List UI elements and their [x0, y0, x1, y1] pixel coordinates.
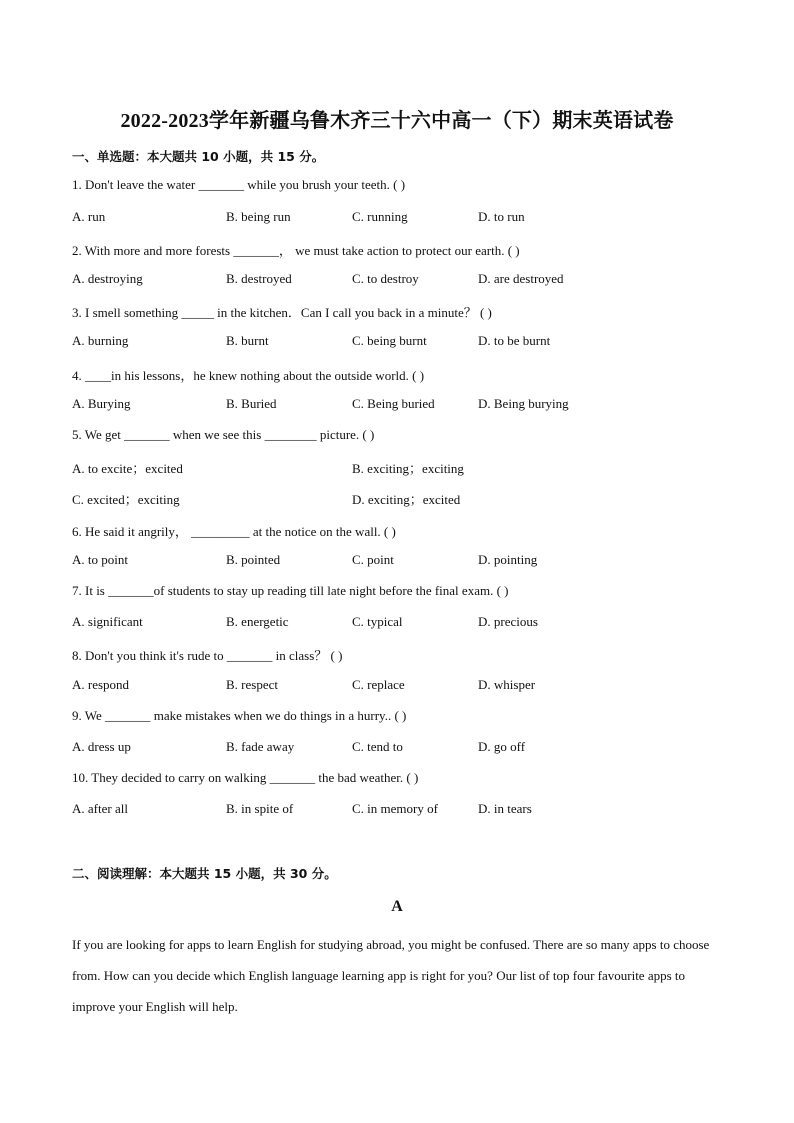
question-4-options [72, 396, 722, 414]
option-b[interactable]: B. respect [226, 677, 278, 692]
question-1-stem: 1. Don't leave the water _______ while you brush your teeth. ( ) [72, 177, 406, 192]
option-b[interactable]: B. energetic [226, 614, 289, 629]
option-a[interactable]: A. to excite；excited [72, 461, 183, 476]
option-c[interactable]: C. being burnt [352, 333, 427, 348]
option-d[interactable]: D. to run [478, 209, 525, 224]
option-c[interactable]: C. tend to [352, 739, 403, 754]
question-4-stem: 4. ____in his lessons，he knew nothing about the outside world. ( ) [72, 368, 425, 383]
question-5-options-row-2 [72, 489, 722, 507]
option-b[interactable]: B. pointed [226, 552, 281, 567]
option-c[interactable]: C. to destroy [352, 271, 419, 286]
question-5-stem: 5. We get _______ when we see this ________ picture. ( ) [72, 427, 375, 442]
option-c[interactable]: C. typical [352, 614, 403, 629]
option-c[interactable]: C. point [352, 552, 394, 567]
option-b[interactable]: B. being run [226, 209, 291, 224]
question-7-options [72, 614, 722, 632]
option-a[interactable]: A. dress up [72, 739, 131, 754]
question-3-options [72, 333, 722, 351]
option-d[interactable]: D. go off [478, 739, 526, 754]
option-d[interactable]: D. exciting；excited [352, 492, 461, 507]
option-b[interactable]: B. exciting；exciting [352, 461, 464, 476]
option-d[interactable]: D. whisper [478, 677, 536, 692]
option-a[interactable]: A. to point [72, 552, 128, 567]
option-b[interactable]: B. destroyed [226, 271, 292, 286]
option-b[interactable]: B. fade away [226, 739, 295, 754]
option-b[interactable]: B. Buried [226, 396, 277, 411]
option-c[interactable]: C. excited；exciting [72, 492, 180, 507]
question-10-options [72, 801, 722, 819]
question-9-stem: 9. We _______ make mistakes when we do things in a hurry.. ( ) [72, 708, 407, 723]
option-d[interactable]: D. precious [478, 614, 538, 629]
option-a[interactable]: A. destroying [72, 271, 143, 286]
passage-label: A [391, 898, 403, 915]
option-a[interactable]: A. run [72, 209, 106, 224]
option-d[interactable]: D. Being burying [478, 396, 569, 411]
option-c[interactable]: C. running [352, 209, 408, 224]
question-2-options [72, 271, 722, 289]
option-c[interactable]: C. in memory of [352, 801, 438, 816]
option-d[interactable]: D. to be burnt [478, 333, 551, 348]
section-1-heading: 一、单选题：本大题共 10 小题，共 15 分。 [72, 149, 325, 164]
question-8-stem: 8. Don't you think it's rude to _______ in class？ ( ) [72, 648, 343, 663]
question-10-stem: 10. They decided to carry on walking _______ the bad weather. ( ) [72, 770, 419, 785]
option-a[interactable]: A. burning [72, 333, 129, 348]
question-8-options [72, 677, 722, 695]
option-d[interactable]: D. are destroyed [478, 271, 564, 286]
option-d[interactable]: D. in tears [478, 801, 532, 816]
question-5-options-row-1 [72, 458, 722, 476]
question-9-options [72, 739, 722, 757]
option-b[interactable]: B. in spite of [226, 801, 294, 816]
question-3-stem: 3. I smell something _____ in the kitchen．Can I call you back in a minute？ ( ) [72, 305, 492, 320]
option-a[interactable]: A. after all [72, 801, 128, 816]
option-a[interactable]: A. respond [72, 677, 130, 692]
option-b[interactable]: B. burnt [226, 333, 269, 348]
question-6-options [72, 552, 722, 570]
question-1-options [72, 209, 722, 227]
question-2-stem: 2. With more and more forests _______， we must take action to protect our earth. ( ) [72, 243, 520, 258]
question-6-stem: 6. He said it angrily， _________ at the notice on the wall. ( ) [72, 524, 396, 539]
option-a[interactable]: A. significant [72, 614, 143, 629]
option-c[interactable]: C. replace [352, 677, 405, 692]
option-a[interactable]: A. Burying [72, 396, 131, 411]
section-2-heading: 二、阅读理解：本大题共 15 小题，共 30 分。 [72, 866, 337, 881]
option-d[interactable]: D. pointing [478, 552, 538, 567]
question-7-stem: 7. It is _______of students to stay up reading till late night before the final exam. ( ) [72, 583, 509, 598]
option-c[interactable]: C. Being buried [352, 396, 435, 411]
page-title: 2022-2023学年新疆乌鲁木齐三十六中高一（下）期末英语试卷 [120, 110, 674, 132]
passage-paragraph: If you are looking for apps to learn English for studying abroad, you might be confused. There are so many apps to choose from. How can you decide which English language learning app is right for you? Our list of top four favourite apps to improve your English will help. [72, 937, 710, 1014]
